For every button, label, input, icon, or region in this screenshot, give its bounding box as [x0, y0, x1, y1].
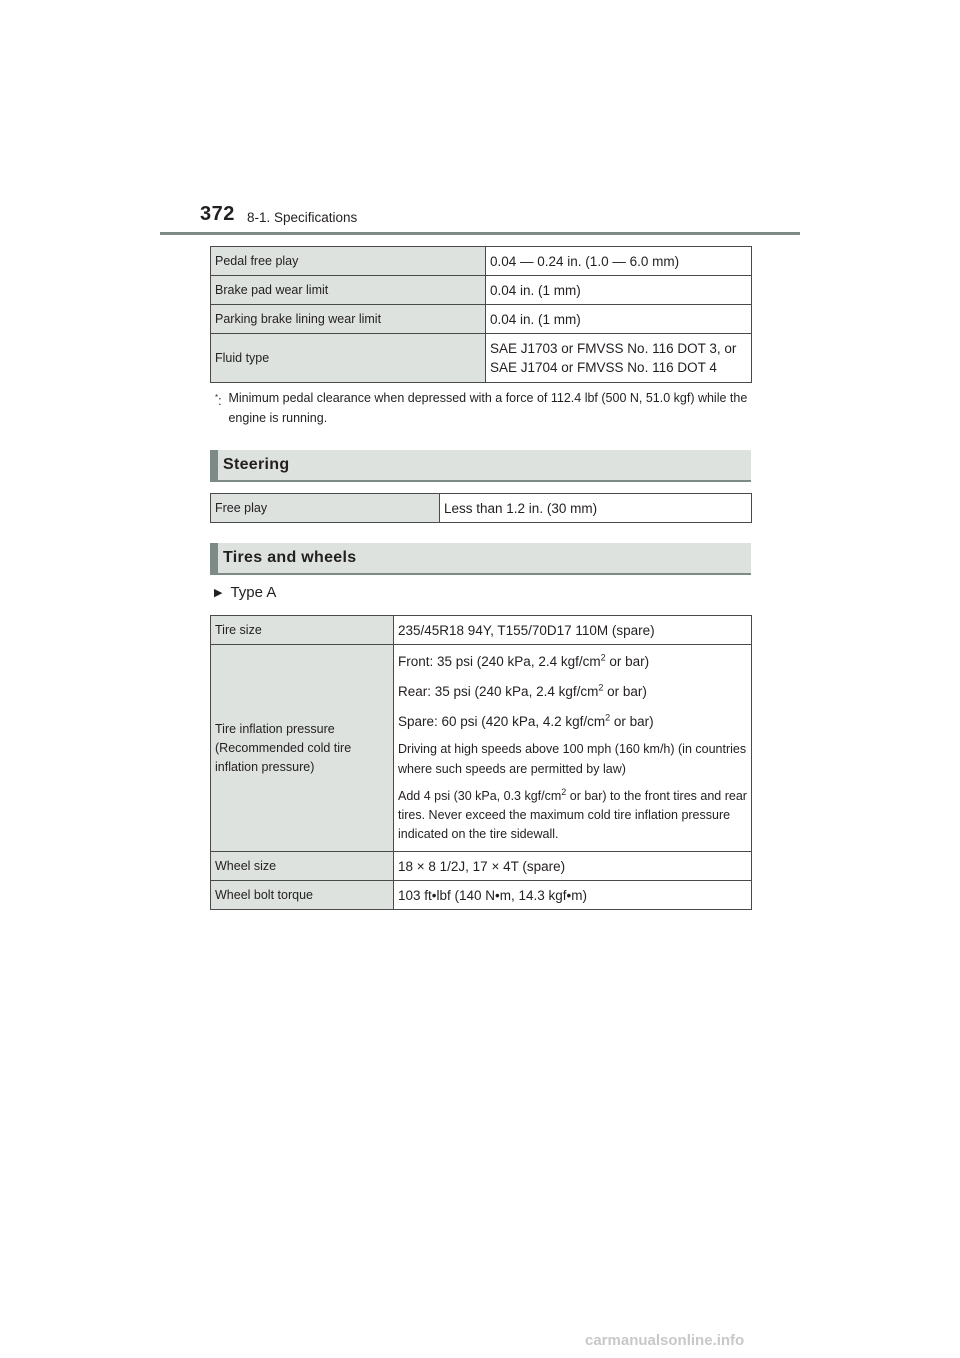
spec-value: Less than 1.2 in. (30 mm) — [440, 494, 752, 523]
section-heading-title: Tires and wheels — [223, 549, 357, 566]
tires-section-heading — [210, 543, 751, 575]
steering-section-heading — [210, 450, 751, 482]
high-speed-note: Driving at high speeds above 100 mph (160 km/h) (in countries where such speeds are permitted by law) — [398, 742, 747, 776]
spec-value: 0.04 in. (1 mm) — [486, 305, 752, 334]
spec-label: Wheel size — [211, 852, 394, 881]
steering-spec-table — [210, 493, 752, 523]
tires-spec-table — [210, 615, 752, 910]
spec-value: 103 ft•lbf (140 N•m, 14.3 kgf•m) — [394, 881, 752, 910]
spec-label: Parking brake lining wear limit — [211, 305, 486, 334]
table-row — [211, 305, 752, 334]
page-number: 372 — [200, 203, 235, 225]
section-title: 8-1. Specifications — [247, 210, 358, 225]
spec-value: 0.04 — 0.24 in. (1.0 — 6.0 mm) — [486, 247, 752, 276]
rear-pressure: Rear: 35 psi (240 kPa, 2.4 kgf/$cm^2$ or bar) — [398, 682, 647, 699]
section-accent — [210, 543, 218, 573]
spec-value: SAE J1703 or FMVSS No. 116 DOT 3, or SAE J1704 or FMVSS No. 116 DOT 4 — [486, 334, 752, 383]
triangle-bullet-icon: ▶ — [214, 587, 223, 599]
table-row — [211, 494, 752, 523]
spec-value: 0.04 in. (1 mm) — [486, 276, 752, 305]
spare-pressure: Spare: 60 psi (420 kPa, 4.2 kgf/$cm^2$ or bar) — [398, 712, 654, 729]
footnote-text: Minimum pedal clearance when depressed with a force of 112.4 lbf (500 N, 51.0 kgf) while the engine is running. — [228, 391, 748, 425]
table-row — [211, 645, 752, 852]
brakes-spec-table — [210, 246, 752, 383]
spec-label: Free play — [211, 494, 440, 523]
spec-label: Brake pad wear limit — [211, 276, 486, 305]
header-rule — [160, 232, 800, 235]
type-a-label: ▶ Type A — [214, 584, 277, 601]
table-row — [211, 276, 752, 305]
watermark: carmanualsonline.info — [585, 1332, 745, 1349]
table-row — [211, 334, 752, 383]
table-row — [211, 852, 752, 881]
spec-label: Fluid type — [211, 334, 486, 383]
table-row — [211, 881, 752, 910]
table-row — [211, 247, 752, 276]
add-pressure-note: Add 4 psi (30 kPa, 0.3 kgf/$cm^2$ or bar) to the front tires and rear tires. Never exceed the maximum cold tire inflation pressure indicated on the tire sidewall. — [398, 786, 747, 841]
footnote — [215, 388, 755, 428]
front-pressure: Front: 35 psi (240 kPa, 2.4 kgf/$cm^2$ or bar) — [398, 652, 650, 669]
spec-label: Tire inflation pressure (Recommended cold tire inflation pressure) — [211, 645, 394, 852]
section-heading-title: Steering — [223, 456, 290, 473]
spec-label: Pedal free play — [211, 247, 486, 276]
footnote-mark: *: — [215, 393, 222, 409]
spec-label: Wheel bolt torque — [211, 881, 394, 910]
table-row — [211, 616, 752, 645]
inflation-values — [394, 645, 752, 852]
spec-value: 235/45R18 94Y, T155/70D17 110M (spare) — [394, 616, 752, 645]
spec-value: 18 × 8 1/2J, 17 × 4T (spare) — [394, 852, 752, 881]
section-accent — [210, 450, 218, 480]
spec-label: Tire size — [211, 616, 394, 645]
